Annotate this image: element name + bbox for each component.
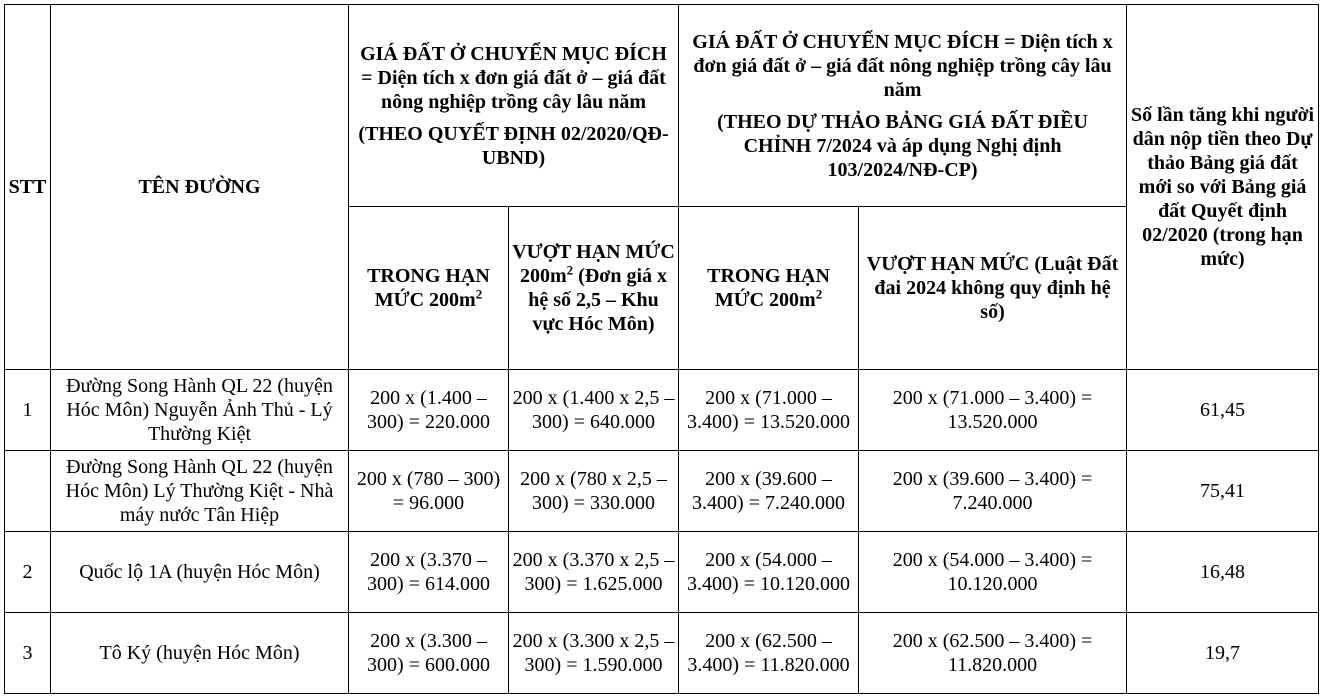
- header-group-old-title: GIÁ ĐẤT Ở CHUYỂN MỤC ĐÍCH = Diện tích x đơn giá đất ở – giá đất nông nghiệp trồng cây lâu năm: [360, 42, 667, 113]
- header-old-within-sup: 2: [475, 286, 483, 302]
- table-row: [5, 532, 1319, 613]
- cell-stt: [5, 451, 51, 532]
- header-group-old: [349, 5, 679, 207]
- header-increase: Số lần tăng khi người dân nộp tiền theo Dự thảo Bảng giá đất mới so với Bảng giá đất Quyết định 02/2020 (trong hạn mức): [1127, 5, 1319, 370]
- header-old-over-label: VƯỢT HẠN MỨC 200m: [512, 241, 675, 287]
- header-old-over-sup: 2: [566, 262, 574, 278]
- header-group-new: [679, 5, 1127, 207]
- cell-stt: 3: [5, 613, 51, 694]
- header-ten-duong: TÊN ĐƯỜNG: [51, 5, 349, 370]
- cell-old-over: 200 x (780 x 2,5 – 300) = 330.000: [509, 451, 679, 532]
- header-stt: STT: [5, 5, 51, 370]
- cell-stt: 1: [5, 370, 51, 451]
- cell-new-over: 200 x (71.000 – 3.400) = 13.520.000: [859, 370, 1127, 451]
- cell-stt: 2: [5, 532, 51, 613]
- cell-increase: 19,7: [1127, 613, 1319, 694]
- header-new-within-label: TRONG HẠN MỨC 200m: [707, 265, 830, 311]
- cell-name: Đường Song Hành QL 22 (huyện Hóc Môn) Nguyễn Ảnh Thủ - Lý Thường Kiệt: [51, 370, 349, 451]
- cell-new-within: 200 x (54.000 – 3.400) = 10.120.000: [679, 532, 859, 613]
- header-new-over: VƯỢT HẠN MỨC (Luật Đất đai 2024 không quy định hệ số): [859, 207, 1127, 370]
- cell-new-over: 200 x (62.500 – 3.400) = 11.820.000: [859, 613, 1127, 694]
- cell-name: Tô Ký (huyện Hóc Môn): [51, 613, 349, 694]
- header-new-within: [679, 207, 859, 370]
- table-row: [5, 451, 1319, 532]
- cell-new-over: 200 x (39.600 – 3.400) = 7.240.000: [859, 451, 1127, 532]
- cell-increase: 75,41: [1127, 451, 1319, 532]
- table-row: [5, 613, 1319, 694]
- header-group-new-note: (THEO DỰ THẢO BẢNG GIÁ ĐẤT ĐIỀU CHỈNH 7/2024 và áp dụng Nghị định 103/2024/NĐ-CP): [717, 110, 1088, 181]
- cell-old-within: 200 x (3.300 – 300) = 600.000: [349, 613, 509, 694]
- header-group-new-title: GIÁ ĐẤT Ở CHUYỂN MỤC ĐÍCH = Diện tích x đơn giá đất ở – giá đất nông nghiệp trồng cây lâu năm: [692, 30, 1113, 101]
- header-old-within-label: TRONG HẠN MỨC 200m: [367, 265, 490, 311]
- cell-old-within: 200 x (3.370 – 300) = 614.000: [349, 532, 509, 613]
- land-price-table: [4, 4, 1319, 694]
- cell-old-within: 200 x (1.400 – 300) = 220.000: [349, 370, 509, 451]
- cell-old-within: 200 x (780 – 300) = 96.000: [349, 451, 509, 532]
- cell-increase: 61,45: [1127, 370, 1319, 451]
- cell-new-within: 200 x (39.600 – 3.400) = 7.240.000: [679, 451, 859, 532]
- cell-new-over: 200 x (54.000 – 3.400) = 10.120.000: [859, 532, 1127, 613]
- table-row: [5, 370, 1319, 451]
- cell-name: Đường Song Hành QL 22 (huyện Hóc Môn) Lý Thường Kiệt - Nhà máy nước Tân Hiệp: [51, 451, 349, 532]
- cell-increase: 16,48: [1127, 532, 1319, 613]
- cell-new-within: 200 x (62.500 – 3.400) = 11.820.000: [679, 613, 859, 694]
- header-group-old-note: (THEO QUYẾT ĐỊNH 02/2020/QĐ-UBND): [358, 122, 669, 169]
- cell-old-over: 200 x (3.300 x 2,5 – 300) = 1.590.000: [509, 613, 679, 694]
- cell-name: Quốc lộ 1A (huyện Hóc Môn): [51, 532, 349, 613]
- cell-old-over: 200 x (3.370 x 2,5 – 300) = 1.625.000: [509, 532, 679, 613]
- header-new-within-sup: 2: [815, 286, 823, 302]
- header-old-over-note: (Đơn giá x hệ số 2,5 – Khu vực Hóc Môn): [528, 265, 668, 335]
- header-old-within: [349, 207, 509, 370]
- header-old-over: [509, 207, 679, 370]
- cell-old-over: 200 x (1.400 x 2,5 – 300) = 640.000: [509, 370, 679, 451]
- cell-new-within: 200 x (71.000 – 3.400) = 13.520.000: [679, 370, 859, 451]
